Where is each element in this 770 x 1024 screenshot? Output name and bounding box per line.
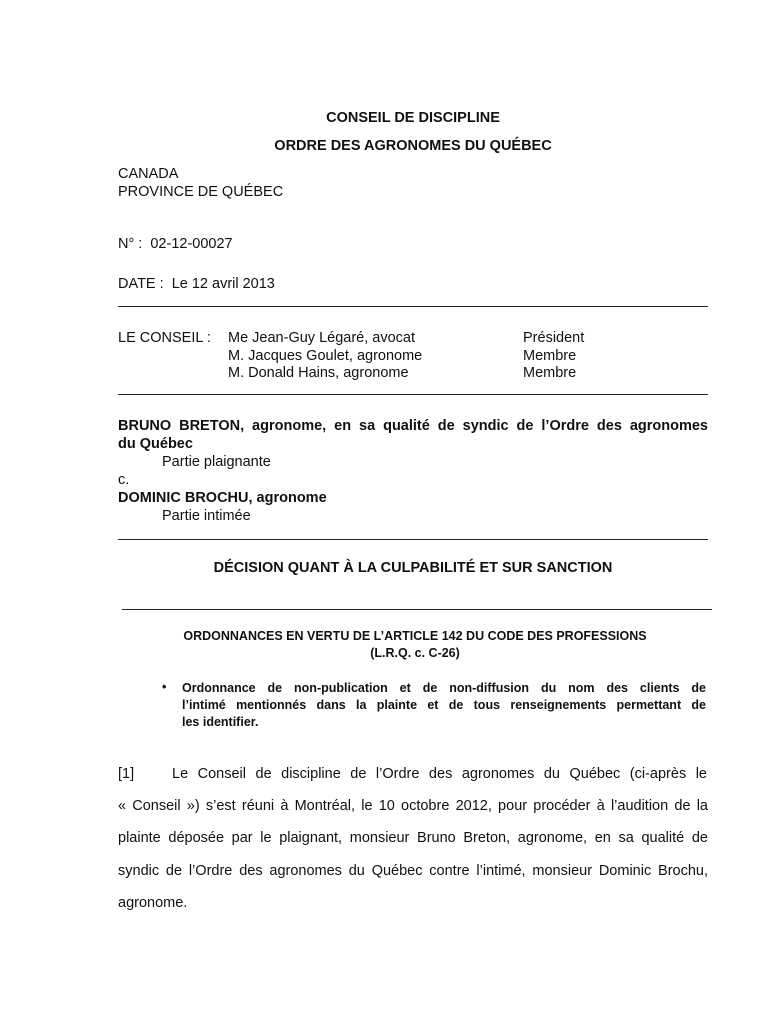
case-number-row [118, 235, 233, 253]
divider [118, 306, 708, 307]
divider [118, 394, 708, 395]
date-value: Le 12 avril 2013 [171, 276, 275, 292]
paragraph-line: plainte déposée par le plaignant, monsieur Bruno Breton, agronome, en sa qualité de [118, 830, 708, 846]
plaintiff-name-cont: du Québec [118, 436, 193, 452]
case-number-label: N° : [118, 236, 143, 252]
council-member-role: Membre [523, 348, 577, 364]
order-item-line: les identifier. [182, 715, 259, 729]
council-member-name: M. Donald Hains, agronome [228, 365, 409, 381]
province-label: PROVINCE DE QUÉBEC [118, 184, 284, 200]
divider [122, 609, 712, 610]
order-title: ORDRE DES AGRONOMES DU QUÉBEC [274, 138, 552, 154]
date-label: DATE : [118, 276, 164, 292]
council-member-name: M. Jacques Goulet, agronome [228, 348, 423, 364]
council-member-role: Membre [523, 365, 577, 381]
council-member-name: Me Jean-Guy Légaré, avocat [228, 330, 415, 346]
date-row [118, 275, 275, 293]
council-title: CONSEIL DE DISCIPLINE [326, 110, 500, 126]
orders-citation: (L.R.Q. c. C-26) [370, 646, 460, 660]
paragraph-line: Le Conseil de discipline de l’Ordre des agronomes du Québec (ci-après le [172, 766, 707, 782]
orders-title: ORDONNANCES EN VERTU DE L’ARTICLE 142 DU CODE DES PROFESSIONS [183, 629, 647, 643]
plaintiff-name: BRUNO BRETON, agronome, en sa qualité de syndic de l’Ordre des agronomes [118, 418, 708, 434]
paragraph-line: agronome. [118, 895, 188, 911]
country-label: CANADA [118, 166, 179, 182]
paragraph-line: syndic de l’Ordre des agronomes du Québec contre l’intimé, monsieur Dominic Brochu, [118, 863, 708, 879]
respondent-role: Partie intimée [162, 508, 251, 524]
council-label: LE CONSEIL : [118, 330, 211, 346]
versus-label: c. [118, 472, 130, 488]
case-number-value: 02-12-00027 [150, 236, 233, 252]
decision-title: DÉCISION QUANT À LA CULPABILITÉ ET SUR SANCTION [213, 560, 613, 576]
bullet-icon: • [162, 680, 167, 694]
divider [118, 539, 708, 540]
council-member-role: Président [523, 330, 585, 346]
paragraph-number: [1] [118, 766, 135, 782]
order-item-line: l’intimé mentionnés dans la plainte et de tous renseignements permettant de [182, 698, 706, 712]
paragraph-line: « Conseil ») s’est réuni à Montréal, le 10 octobre 2012, pour procéder à l’audition de la [118, 798, 708, 814]
order-item-line: Ordonnance de non-publication et de non-diffusion du nom des clients de [182, 681, 706, 695]
respondent-name: DOMINIC BROCHU, agronome [118, 490, 327, 506]
plaintiff-role: Partie plaignante [162, 454, 271, 470]
